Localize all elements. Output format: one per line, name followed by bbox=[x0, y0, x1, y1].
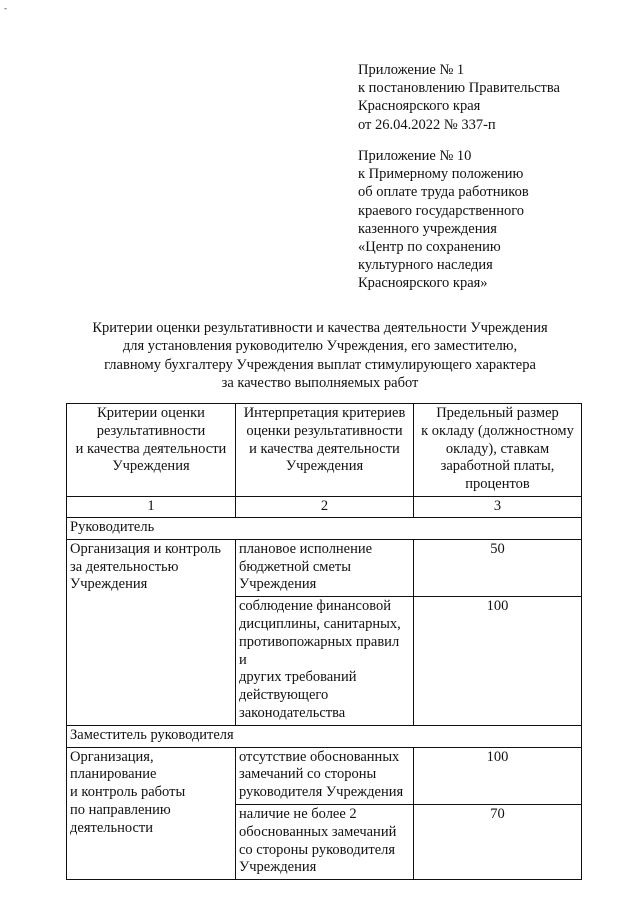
annex-10-header bbox=[358, 147, 529, 293]
annex-1-header bbox=[358, 61, 560, 134]
table-header-row bbox=[67, 404, 582, 497]
annex-10-line: Приложение № 10 bbox=[358, 148, 472, 164]
value-cell: 100 bbox=[414, 747, 582, 804]
section-title: Заместитель руководителя bbox=[67, 725, 582, 747]
annex-10-line: «Центр по сохранению bbox=[358, 239, 501, 256]
title-line: за качество выполняемых работ bbox=[221, 374, 419, 391]
column-number: 1 bbox=[67, 496, 236, 517]
value-cell: 100 bbox=[414, 597, 582, 726]
value-cell: 70 bbox=[414, 804, 582, 879]
interpretation-cell: отсутствие обоснованных замечаний со стороны руководителя Учреждения bbox=[236, 747, 414, 804]
column-number-row bbox=[67, 496, 582, 517]
page-corner-mark: - bbox=[4, 3, 7, 13]
header-limit: Предельный размер к окладу (должностному окладу), ставкам заработной платы, процентов bbox=[414, 404, 582, 497]
annex-1-line: от 26.04.2022 № 337-п bbox=[358, 116, 496, 133]
value-cell: 50 bbox=[414, 539, 582, 596]
header-interpretation: Интерпретация критериев оценки результативности и качества деятельности Учреждения bbox=[236, 404, 414, 497]
interpretation-cell: соблюдение финансовой дисциплины, санитарных, противопожарных правил и других требований действующего законодательства bbox=[236, 597, 414, 726]
annex-10-line: краевого государственного bbox=[358, 202, 525, 219]
header-criteria: Критерии оценки результативности и качества деятельности Учреждения bbox=[67, 404, 236, 497]
criterion-cell: Организация и контроль за деятельностью Учреждения bbox=[67, 539, 236, 725]
annex-10-line: Красноярского края» bbox=[358, 275, 488, 292]
title-line: Критерии оценки результативности и качества деятельности Учреждения bbox=[92, 320, 548, 336]
annex-1-line: Приложение № 1 bbox=[358, 62, 465, 78]
annex-10-line: об оплате труда работников bbox=[358, 184, 529, 201]
annex-10-line: к Примерному положению bbox=[358, 166, 524, 183]
annex-10-line: казенного учреждения bbox=[358, 220, 497, 237]
annex-1-line: Красноярского края bbox=[358, 98, 481, 115]
section-row-deputy bbox=[67, 725, 582, 747]
criteria-table bbox=[66, 403, 582, 880]
interpretation-cell: наличие не более 2 обоснованных замечаний со стороны руководителя Учреждения bbox=[236, 804, 414, 879]
table-row bbox=[67, 747, 582, 804]
criterion-cell: Организация, планирование и контроль работы по направлению деятельности bbox=[67, 747, 236, 880]
table-row bbox=[67, 539, 582, 596]
title-line: главному бухгалтеру Учреждения выплат стимулирующего характера bbox=[104, 356, 536, 373]
annex-1-line: к постановлению Правительства bbox=[358, 80, 560, 97]
column-number: 2 bbox=[236, 496, 414, 517]
section-row-director bbox=[67, 517, 582, 539]
annex-10-line: культурного наследия bbox=[358, 257, 493, 274]
section-title: Руководитель bbox=[67, 517, 582, 539]
title-line: для установления руководителю Учреждения, его заместителю, bbox=[122, 338, 518, 355]
column-number: 3 bbox=[414, 496, 582, 517]
interpretation-cell: плановое исполнение бюджетной сметы Учреждения bbox=[236, 539, 414, 596]
document-title bbox=[60, 319, 580, 392]
